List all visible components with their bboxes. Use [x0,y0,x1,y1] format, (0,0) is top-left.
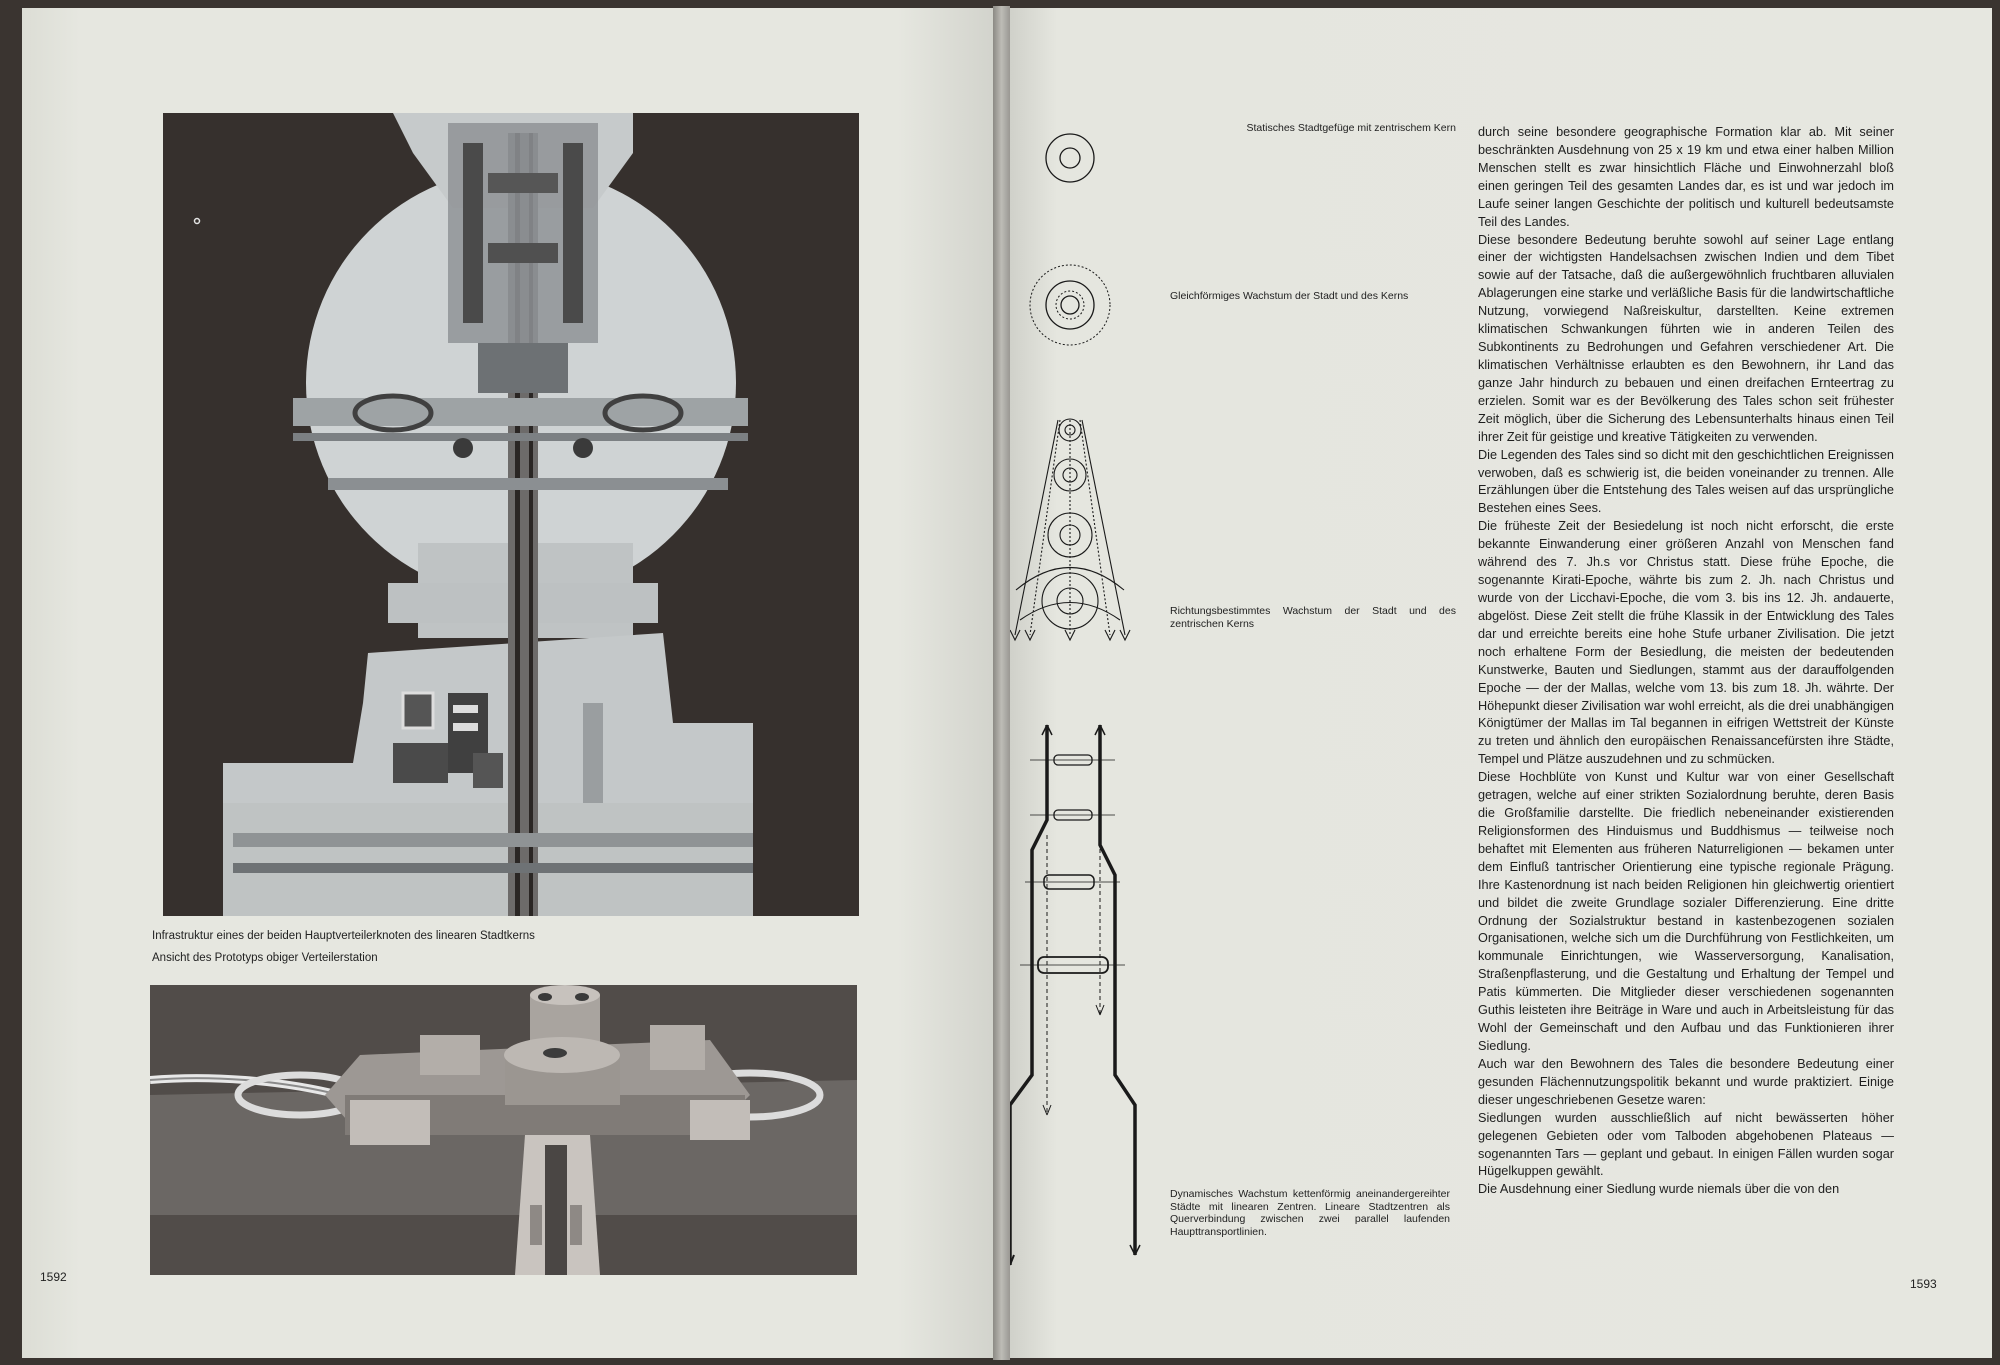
body-paragraph: Die Legenden des Tales sind so dicht mit den geschichtlichen Ereignissen verwoben, daß es schwierig ist, die beiden voneinander zu trennen. Alle Erzählungen über die Entstehung des Tales weisen auf das ursprüngliche Bestehen eines Sees. [1478,447,1894,516]
diagram-caption-dynamic: Dynamisches Wachstum kettenförmig aneinandergereihter Städte mit linearen Zentren. Lineare Stadtzentren als Querverbindung zwischen zwei parallel laufenden Haupttransportlinien. [1170,1188,1450,1238]
urban-growth-diagrams [1010,115,1170,1275]
prototype-model-photo [150,985,857,1275]
page-number-right: 1593 [1910,1277,1937,1291]
body-paragraph: Siedlungen wurden ausschließlich auf nicht bewässerten höher gelegenen Gebieten oder vom Talboden abgehobenen Plateaus — sogenannten Tars — geplant und gebaut. In einigen Fällen wurden sogar Hügelkuppen gewählt. [1478,1110,1894,1179]
body-paragraph: Die früheste Zeit der Besiedelung ist noch nicht erforscht, die erste bekannte Einwanderung einer größeren Anzahl von Menschen fand während des 7. Jh.s vor Christus statt. Diese frühe Epoche, die sogenannte Kirati-Epoche, währte bis zum 2. Jh. nach Christus und wurde von der Licchavi-Epoche, die vom 3. bis ins 12. Jh. andauerte, abgelöst. Diese Zeit stellt die frühe Klassik in der Entwicklung des Tales dar und erreichte bereits eine hohe Stufe urbaner Zivilisation. Die jetzt noch erhaltene Form der Besiedlung, die meisten der bedeutenden Kunstwerke, Bauten und Siedlungen, stammt aus der darauffolgenden Epoche — der der Mallas, welche vom 13. bis zum 18. Jh. währte. Der Höhepunkt dieser Zivilisation war wohl erreicht, als die drei unabhängigen Königtümer der Mallas im Tal begannen in eifrigen Wettstreit der Künste zu treten und ähnlich den europäischen Renaissancefürsten ihre Städte, Tempel und Plätze auszudehnen und zu schmücken. [1478,519,1894,767]
distribution-node-illustration [163,113,859,916]
caption-prototype: Ansicht des Prototyps obiger Verteilerstation [152,952,378,964]
directional-growth-diagram [1010,419,1130,640]
diagram-caption-directional: Richtungsbestimmtes Wachstum der Stadt und des zentrischen Kerns [1170,605,1456,630]
static-city-diagram [1046,134,1094,182]
caption-infrastructure: Infrastruktur eines der beiden Hauptverteilerknoten des linearen Stadtkerns [152,930,535,942]
diagram-caption-static: Statisches Stadtgefüge mit zentrischem Kern [1246,122,1456,134]
page-number-left: 1592 [40,1270,67,1284]
prototype-illustration [150,985,857,1275]
body-paragraph: durch seine besondere geographische Formation klar ab. Mit seiner beschränkten Ausdehnung von 25 x 19 km und etwa einer halben Million Menschen stellt es zwar hinsichtlich Fläche und Einwohnerzahl bloß einen geringen Teil des gesamten Landes dar, es ist und war jedoch im Laufe seiner langen Geschichte der politisch und kulturell bedeutsamste Teil des Landes. [1478,125,1894,229]
dynamic-chain-growth-diagram [1010,725,1140,1265]
body-paragraph: Die Ausdehnung einer Siedlung wurde niemals über die von den [1478,1182,1840,1197]
body-text-column [1478,124,1894,1199]
body-paragraph: Auch war den Bewohnern des Tales die besondere Bedeutung einer gesunden Flächennutzungspolitik bekannt und wurde praktiziert. Einige dieser ungeschriebenen Gesetze waren: [1478,1056,1894,1107]
diagram-caption-uniform: Gleichförmiges Wachstum der Stadt und des Kerns [1170,290,1409,302]
distribution-node-model-photo [163,113,859,916]
body-paragraph: Diese Hochblüte von Kunst und Kultur war von einer Gesellschaft getragen, welche auf einer strikten Sozialordnung beruhte, deren Basis die Großfamilie darstellte. Die friedlich nebeneinander existierenden Religionsformen des Hinduismus und Buddhismus — teilweise noch behaftet mit Elementen aus früheren Naturreligionen — bekamen unter dem Einfluß tantrischer Orientierung eine typische regionale Prägung. Ihre Kastenordnung ist nach beiden Religionen hin gleichwertig orientiert und bildet die zweite Grundlage sozialer Differenzierung. Eine dritte Ordnung der Sozialstruktur bestand in kastenbezogenen sozialen Organisationen, welche sich um die Durchführung von Festlichkeiten, um kommunale Einrichtungen, wie Wasserversorgung, Kanalisation, Straßenpflasterung, und die Gestaltung und Erhaltung der Tempel und Patis kümmerten. Die Mitglieder dieser verschiedenen sogenannten Guthis leisteten ihre Beiträge in Ware und auch in Arbeitsleistung für das Wohl der Gemeinschaft und den Aufbau und das Funktionieren ihrer Siedlung. [1478,770,1894,1054]
body-paragraph: Diese besondere Bedeutung beruhte sowohl auf seiner Lage entlang einer der wichtigsten Handelsachsen zwischen Indien und dem Tibet sowie auf der Tatsache, daß die außergewöhnlich fruchtbaren alluvialen Ablagerungen eine starke und verläßliche Basis für die landwirtschaftliche Nutzung, vorwiegend Naßreiskultur, darstellten. Keine extremen klimatischen Schwankungen führten wie in anderen Teilen des Subkontinents zu Bedrohungen und Gefahren verschiedener Art. Die klimatischen Verhältnisse erlaubten es den Bewohnern, ihr Land das ganze Jahr hindurch zu bebauen und einen dreifachen Ernteertrag zu erzielen. Somit war es der Bevölkerung des Tales schon seit frühester Zeit möglich, über die Sicherung des Lebensunterhalts hinaus einen Teil ihrer Zeit für geistige und kreative Tätigkeiten zu verwenden. [1478,232,1894,444]
uniform-growth-diagram [1030,265,1110,345]
book-gutter [993,6,1010,1360]
